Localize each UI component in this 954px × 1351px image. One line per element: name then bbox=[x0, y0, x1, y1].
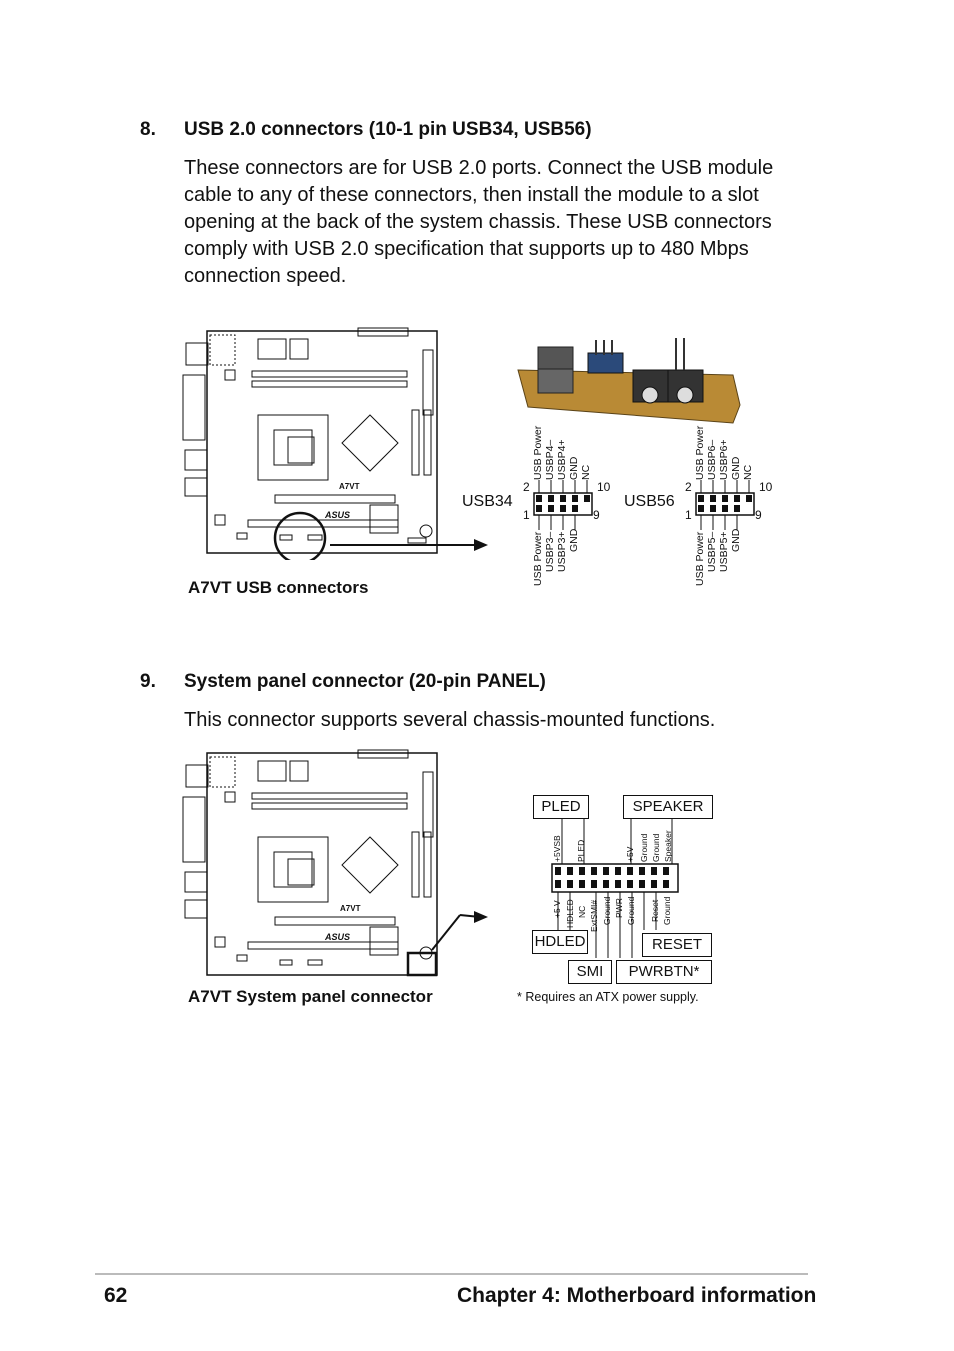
panel-bottom-pin-7: Ground bbox=[626, 896, 636, 925]
board-label-2: A7VT bbox=[340, 904, 361, 913]
panel-top-pin-4: Ground bbox=[639, 833, 649, 862]
usb56-top-pin-5: NC bbox=[742, 464, 754, 480]
usb34-bottom-pin-4: GND bbox=[568, 528, 580, 552]
section-9-number: 9. bbox=[140, 671, 156, 692]
footer-rule bbox=[95, 1273, 808, 1275]
panel-bottom-pin-3: NC bbox=[577, 905, 587, 918]
usb34-pin-2: 2 bbox=[523, 480, 530, 494]
motherboard-panel-diagram bbox=[180, 745, 500, 985]
page-number: 62 bbox=[104, 1284, 128, 1307]
usb56-pin-10: 10 bbox=[759, 480, 773, 494]
hdled-group-label: HDLED bbox=[532, 930, 588, 954]
panel-bottom-pin-4: ExtSMI# bbox=[589, 899, 599, 932]
usb-module-photo bbox=[508, 335, 748, 425]
usb34-bottom-pin-3: USBP3+ bbox=[556, 531, 568, 572]
panel-bottom-pin-1: +5 V bbox=[552, 900, 562, 918]
usb56-top-pin-3: USBP6+ bbox=[718, 439, 730, 480]
chapter-title: Chapter 4: Motherboard information bbox=[457, 1284, 817, 1307]
smi-group-label: SMI bbox=[568, 960, 612, 984]
panel-bottom-pin-8: Reset bbox=[650, 899, 660, 922]
section-8-title: USB 2.0 connectors (10-1 pin USB34, USB56) bbox=[184, 119, 592, 140]
usb34-top-pin-1: USB Power bbox=[532, 425, 544, 480]
reset-group-label: RESET bbox=[642, 933, 712, 957]
panel-figure-caption: A7VT System panel connector bbox=[188, 987, 433, 1006]
section-9-title: System panel connector (20-pin PANEL) bbox=[184, 671, 546, 692]
usb34-pin-9: 9 bbox=[593, 508, 600, 522]
panel-bottom-pin-2: HDLED bbox=[565, 899, 575, 928]
usb34-top-pin-4: GND bbox=[568, 456, 580, 480]
usb34-top-pin-2: USBP4– bbox=[544, 439, 556, 480]
panel-top-pin-1: +5VSB bbox=[552, 835, 562, 862]
board-label: A7VT bbox=[339, 482, 360, 491]
panel-bottom-pin-6: PWR bbox=[614, 898, 624, 918]
usb34-label: USB34 bbox=[462, 493, 513, 510]
usb56-pin-9: 9 bbox=[755, 508, 762, 522]
usb56-pin-2: 2 bbox=[685, 480, 692, 494]
usb56-bottom-pin-1: USB Power bbox=[694, 531, 706, 586]
panel-top-pin-5: Ground bbox=[651, 833, 661, 862]
usb34-pin-10: 10 bbox=[597, 480, 611, 494]
motherboard-usb-diagram bbox=[180, 325, 500, 560]
usb56-top-pin-1: USB Power bbox=[694, 425, 706, 480]
usb34-header bbox=[533, 480, 595, 530]
pwrbtn-group-label: PWRBTN* bbox=[616, 960, 712, 984]
usb34-pin-1: 1 bbox=[523, 508, 530, 522]
panel-top-pin-2: PLED bbox=[576, 839, 586, 862]
usb56-bottom-pin-3: USBP5+ bbox=[718, 531, 730, 572]
usb56-pin-1: 1 bbox=[685, 508, 692, 522]
pled-group-label: PLED bbox=[533, 795, 589, 819]
panel-bottom-pin-5: Ground bbox=[602, 896, 612, 925]
brand-logo: ASUS bbox=[325, 510, 351, 520]
usb56-bottom-pin-4: GND bbox=[730, 528, 742, 552]
panel-top-pin-3: +5V bbox=[625, 846, 635, 862]
footnote: * Requires an ATX power supply. bbox=[517, 990, 699, 1004]
usb56-top-pin-4: GND bbox=[730, 456, 742, 480]
section-9-body: This connector supports several chassis-mounted functions. bbox=[184, 709, 716, 731]
usb34-top-pin-5: NC bbox=[580, 464, 592, 480]
section-8-body: These connectors are for USB 2.0 ports. Connect the USB module cable to any of these connectors, then install the module to a slot opening at the back of the system chassis. These USB connectors comply with USB 2.0 specification that supports up to 480 Mbps connection speed. bbox=[184, 157, 774, 287]
panel-top-pin-6: Speaker bbox=[663, 830, 673, 862]
usb56-header bbox=[695, 480, 757, 530]
brand-logo-2: ASUS bbox=[325, 932, 351, 942]
usb34-top-pin-3: USBP4+ bbox=[556, 439, 568, 480]
usb34-bottom-pin-1: USB Power bbox=[532, 531, 544, 586]
panel-bottom-pin-9: Ground bbox=[662, 896, 672, 925]
usb56-top-pin-2: USBP6– bbox=[706, 439, 718, 480]
section-8-number: 8. bbox=[140, 119, 156, 140]
usb56-label: USB56 bbox=[624, 493, 675, 510]
speaker-group-label: SPEAKER bbox=[623, 795, 713, 819]
usb-figure-caption: A7VT USB connectors bbox=[188, 578, 369, 597]
usb34-bottom-pin-2: USBP3– bbox=[544, 531, 556, 572]
usb56-bottom-pin-2: USBP5– bbox=[706, 531, 718, 572]
